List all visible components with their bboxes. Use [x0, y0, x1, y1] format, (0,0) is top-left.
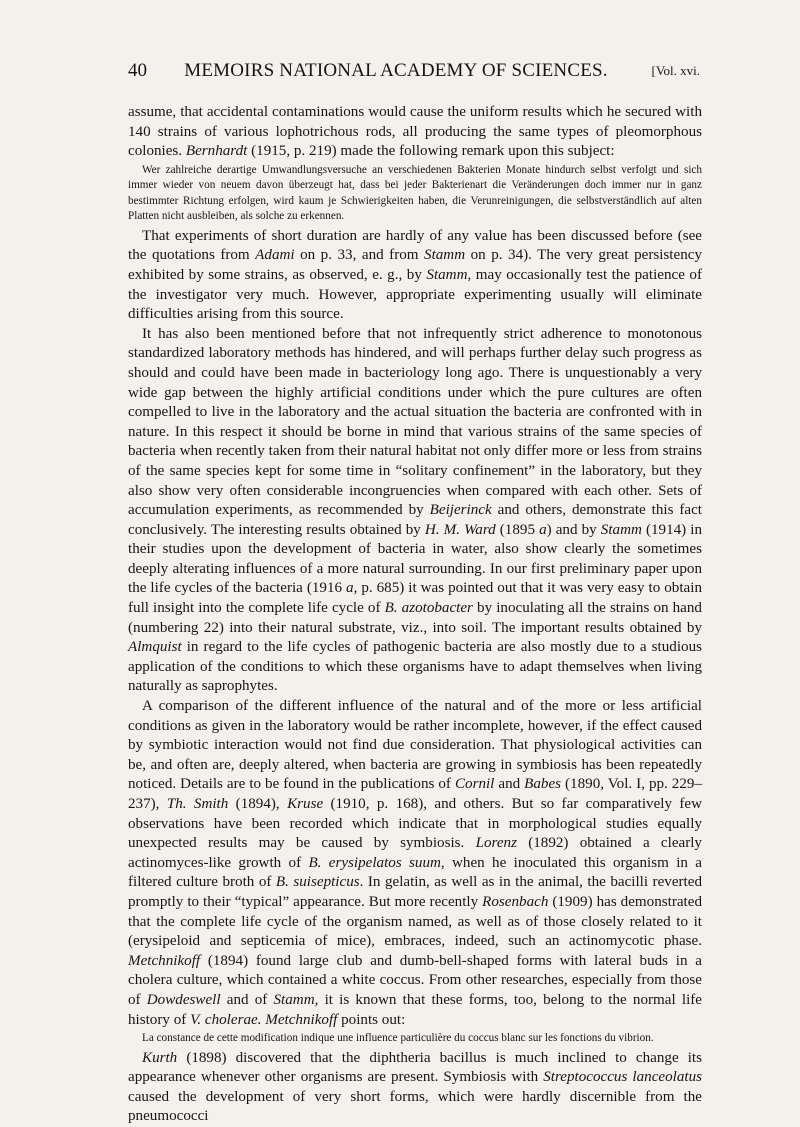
- author-name: Bernhardt: [185, 143, 248, 160]
- block-quote: Wer zahlreiche derartige Umwandlungsversuche an verschiedenen Bakterien Monate hindurch selbst verfolgt und sich immer wieder von neuem davon überzeugt hat, dass bei jeder Bakterienart die Veränderungen doch immer nur in ganz bestimmter Richtung erfolgen, wird kaum je Schwierigkeiten haben, die Verunreinigungen, die selbstverständlich auf alten Platten nicht ausbleiben, als solche zu erkennen.: [128, 163, 702, 223]
- paragraph: assume, that accidental contaminations would cause the uniform results which he secured with 140 strains of various lophotrichous rods, all producing the same types of pleomorphous colonies. Bernhardt (1915, p. 219) made the following remark upon this subject:: [128, 104, 702, 160]
- page-number: 40: [128, 60, 147, 81]
- paragraph: Kurth (1898) discovered that the diphtheria bacillus is much inclined to change its appearance whenever other organisms are present. Symbiosis with Streptococcus lanceolatus caused the development of very short forms, which were hardly discernible from the pneumococci: [128, 1049, 702, 1125]
- paragraph: A comparison of the different influence of the natural and of the more or less artificial conditions as given in the laboratory would be rather incomplete, however, if the effect caused by symbiotic interaction would not find due consideration. That physiological activities can be, and often are, deeply altered, when bacteria are growing in symbiosis has been repeatedly noticed. Details are to be found in the publications of Cornil and Babes (1890, Vol. I, pp. 229–237), Th. Smith (1894), Kruse (1910, p. 168), and others. But so far comparatively few observations have been recorded which indicate that in morphological studies equally unexpected results may be caused by symbiosis. Lorenz (1892) obtained a clearly actinomyces-like growth of B. erysipelatos suum, when he inoculated this organism in a filtered culture broth of B. suisepticus. In gelatin, as well as in the animal, the bacilli reverted promptly to their “typical” appearance. But more recently Rosenbach (1909) has demonstrated that the complete life cycle of the organism named, as well as of those closely related to it (erysipeloid and septicemia of mice), embraces, indeed, such an actinomycotic phase. Metchnikoff (1894) found large club and dumb-bell-shaped forms with lateral buds in a cholera culture, which contained a white coccus. From other researches, especially from those of Dowdeswell and of Stamm, it is known that these forms, too, belong to the normal life history of V. cholerae. Metchnikoff points out:: [128, 698, 703, 1028]
- running-header: [128, 60, 700, 84]
- journal-title: MEMOIRS NATIONAL ACADEMY OF SCIENCES.: [184, 60, 608, 81]
- block-quote: La constance de cette modification indique une influence particulière du coccus blanc sur les fonctions du vibrion.: [142, 1032, 654, 1045]
- paragraph: That experiments of short duration are hardly of any value has been discussed before (see the quotations from Adami on p. 33, and from Stamm on p. 34). The very great persistency exhibited by some strains, as observed, e. g., by Stamm, may occasionally test the patience of the investigator very much. However, appropriate experimenting usually will eliminate difficulties arising from this source.: [128, 227, 702, 323]
- body-text: [128, 103, 702, 1127]
- volume-label: [Vol. xvi.: [651, 63, 700, 78]
- paragraph: It has also been mentioned before that not infrequently strict adherence to monotonous standardized laboratory methods has hindered, and will perhaps further delay such progress as should and could have been made in bacteriology long ago. There is unquestionably a very wide gap between the highly artificial conditions under which the pure cultures are often compelled to live in the laboratory and the actual situation the bacteria are confronted with in nature. In this respect it should be borne in mind that various strains of the same species of bacteria when recently taken from their natural habitat not only differ more or less from strains of the same species kept for some time in “solitary confinement” in the laboratory, but they also show very often considerable incongruencies when compared with each other. Sets of accumulation experiments, as recommended by Beijerinck and others, demonstrate this fact conclusively. The interesting results obtained by H. M. Ward (1895 a) and by Stamm (1914) in their studies upon the development of bacteria in water, also show clearly the sometimes deeply alterating influences of a more natural surrounding. In our first preliminary paper upon the life cycles of the bacteria (1916 a, p. 685) it was pointed out that it was very easy to obtain full insight into the complete life cycle of B. azotobacter by inoculating all the strains on hand (numbering 22) into their natural substrate, viz., into soil. The important results obtained by Almquist in regard to the life cycles of pathogenic bacteria are also mostly due to a studious application of the conditions to which these organisms have to adapt themselves when living naturally as saprophytes.: [128, 325, 703, 695]
